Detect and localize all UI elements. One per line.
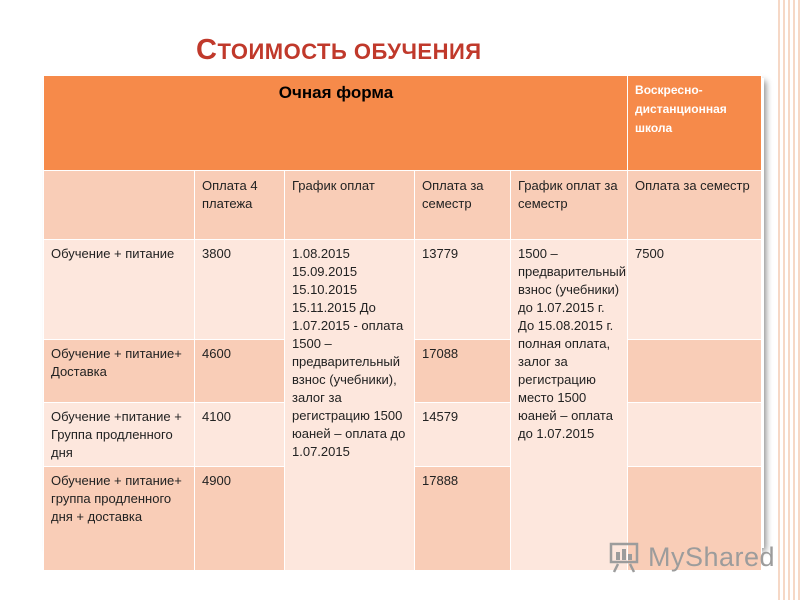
row-semester: 13779 [415,240,511,340]
row-semester: 14579 [415,403,511,467]
column-header-sunday-semester: Оплата за семестр [628,171,762,240]
row-sunday [628,403,762,467]
row-semester: 17888 [415,467,511,571]
header-sunday-school: Воскресно-дистанционная школа [628,76,762,171]
row-pay4: 4900 [195,467,285,571]
column-header-pay4: Оплата 4 платежа [195,171,285,240]
row-pay4: 4600 [195,340,285,403]
row-semester: 17088 [415,340,511,403]
column-header-row [44,171,762,240]
chart-icon [608,540,642,574]
schedule-semester-cell: 1500 – предварительный взнос (учебники) до 1.07.2015 г. До 15.08.2015 г. полная оплата, залог за регистрацию место 1500 юаней – оплата до 1.07.2015 [511,240,628,571]
schedule-cell: 1.08.2015 15.09.2015 15.10.2015 15.11.2015 До 1.07.2015 - оплата 1500 – предварительный взнос (учебники), залог за регистрацию 1500 юаней – оплата до 1.07.2015 [285,240,415,571]
row-pay4: 3800 [195,240,285,340]
page-title [196,34,482,67]
row-name: Обучение + питание [44,240,195,340]
table-row [44,240,762,340]
tuition-table [43,75,762,571]
watermark-logo [608,540,776,574]
row-name: Обучение + питание+ группа продленного дня + доставка [44,467,195,571]
header-full-time: Очная форма [44,76,628,171]
column-header-schedule: График оплат [285,171,415,240]
column-header-semester: Оплата за семестр [415,171,511,240]
row-sunday: 7500 [628,240,762,340]
row-name: Обучение +питание + Группа продленного дня [44,403,195,467]
header-row [44,76,762,171]
row-sunday [628,340,762,403]
column-header-empty [44,171,195,240]
watermark-text: MyShared [648,542,776,572]
title-rest: ТОИМОСТЬ ОБУЧЕНИЯ [217,39,482,64]
row-name: Обучение + питание+ Доставка [44,340,195,403]
title-first-letter: С [196,34,218,66]
column-header-schedule-semester: График оплат за семестр [511,171,628,240]
row-pay4: 4100 [195,403,285,467]
decorative-stripes [778,0,800,600]
